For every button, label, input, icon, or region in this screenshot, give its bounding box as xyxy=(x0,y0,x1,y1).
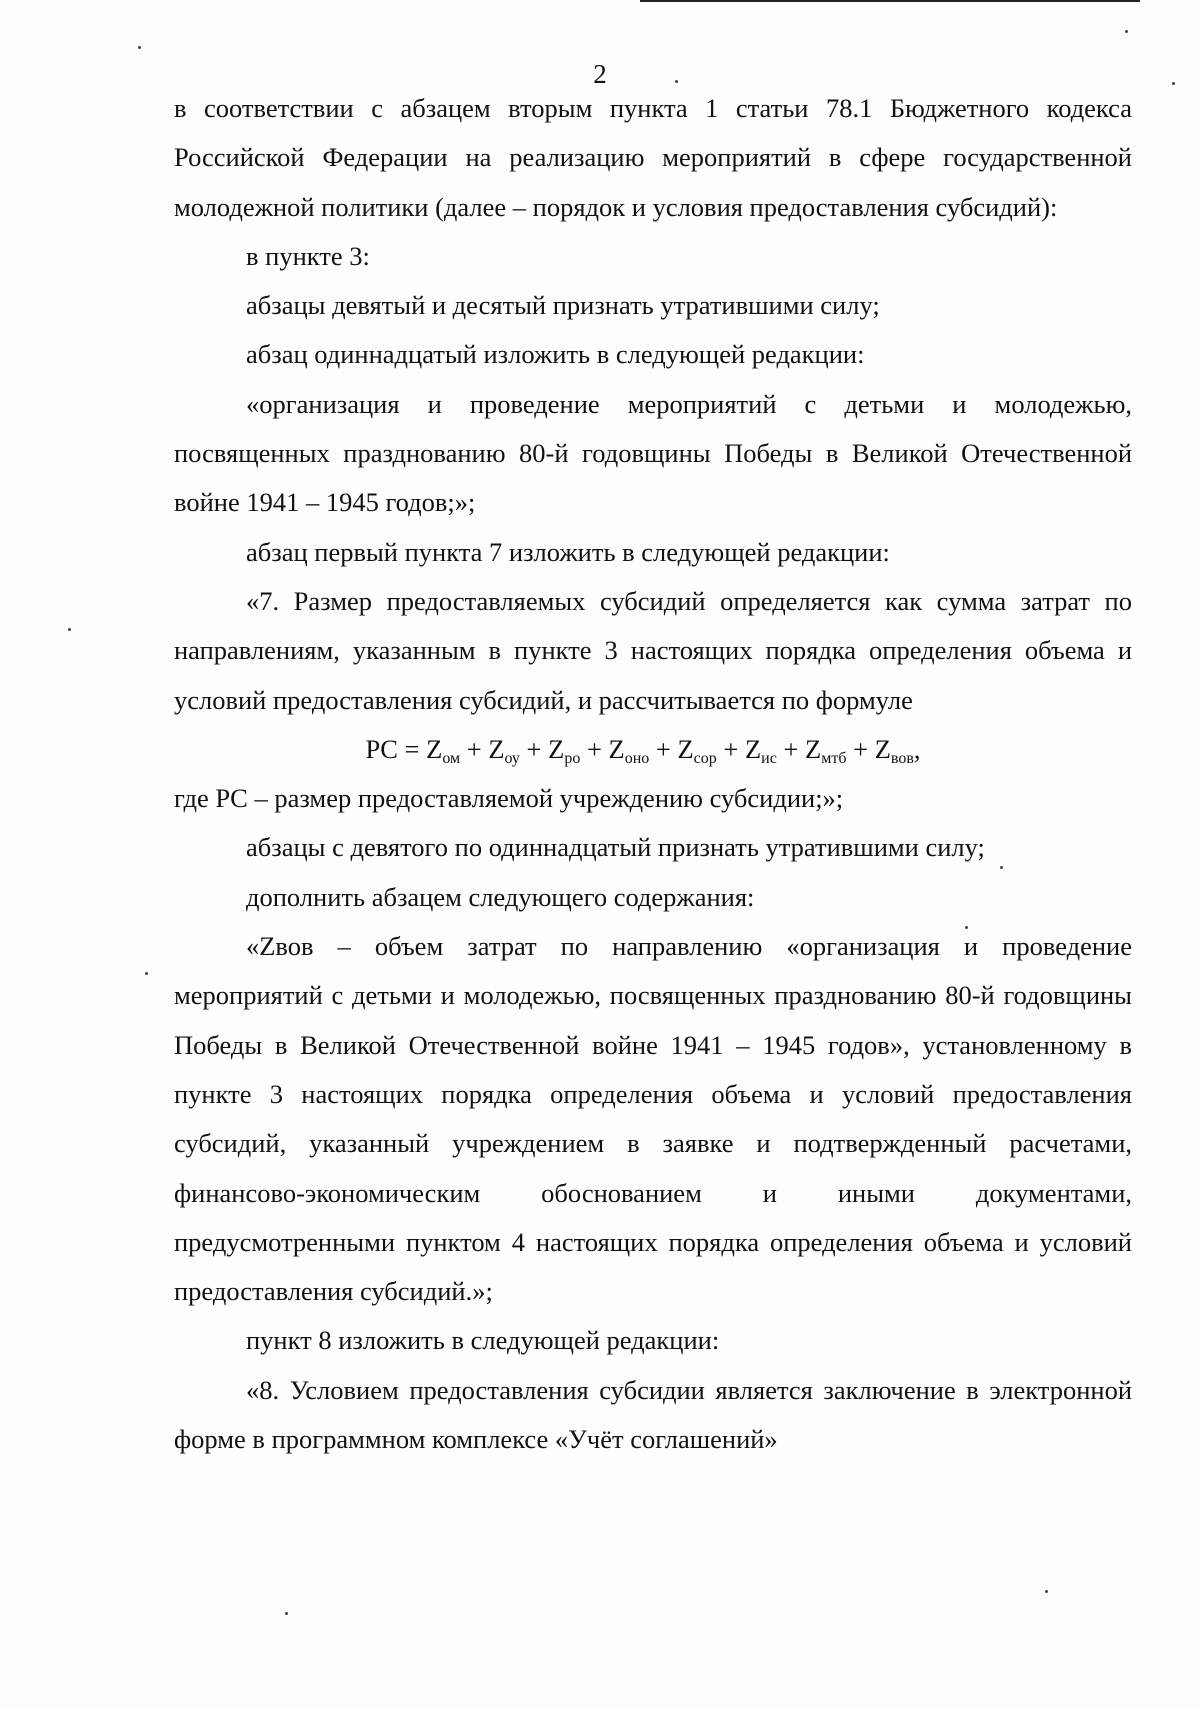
formula-term-subscript: вов xyxy=(890,749,914,767)
paragraph: пункт 8 изложить в следующей редакции: xyxy=(246,1325,720,1356)
formula-term-base: Z xyxy=(744,733,762,764)
formula-term xyxy=(744,733,777,767)
paragraph: абзац одиннадцатый изложить в следующей редакции: xyxy=(246,339,865,370)
page-number: 2 xyxy=(593,59,607,89)
scan-speck xyxy=(1125,30,1128,33)
formula-plus: + xyxy=(846,733,875,764)
paragraph: абзацы девятый и десятый признать утратившими силу; xyxy=(246,290,880,321)
formula-term xyxy=(805,733,847,767)
quoted-paragraph: «Zвов – объем затрат по направлению «организация и проведение мероприятий с детьми и молодежью, посвященных празднованию 80-й годовщины Победы в Великой Отечественной войне 1941 – 1945 годов», установленному в пункте 3 настоящих порядка определения объема и условий предоставления субсидий, указанный учреждением в заявке и подтвержденный расчетами, финансово-экономическим обоснованием и иными документами, предусмотренными пунктом 4 настоящих порядка определения объема и условий предоставления субсидий.»; xyxy=(174,931,1132,1307)
formula-term xyxy=(608,733,650,767)
formula-term-subscript: оу xyxy=(504,749,520,767)
formula-term-base: Z xyxy=(874,733,891,764)
paragraph: в пункте 3: xyxy=(246,240,370,271)
paragraph: дополнить абзацем следующего содержания: xyxy=(246,881,755,912)
formula-term-base: Z xyxy=(426,733,443,764)
formula-term-subscript: оно xyxy=(624,749,650,767)
formula-plus: + xyxy=(649,733,678,764)
formula-term-subscript: ом xyxy=(442,749,461,767)
formula-term xyxy=(874,733,914,767)
formula-plus: + xyxy=(580,733,609,764)
formula-term-subscript: мтб xyxy=(821,749,847,767)
formula-term xyxy=(548,733,581,767)
formula-plus: + xyxy=(460,733,489,764)
quoted-paragraph: «7. Размер предоставляемых субсидий определяется как сумма затрат по направлениям, указанным в пункте 3 настоящих порядка определения объема и условий предоставления субсидий, и рассчитывается по формуле xyxy=(174,585,1132,715)
formula-equals: = xyxy=(397,733,427,764)
formula-term-base: Z xyxy=(677,733,694,764)
formula-plus: + xyxy=(519,733,549,764)
formula xyxy=(174,725,1132,774)
scan-speck xyxy=(145,972,148,975)
formula-terms xyxy=(426,733,914,767)
paragraph: абзац первый пункта 7 изложить в следующей редакции: xyxy=(246,536,890,567)
formula-lhs: PC xyxy=(365,733,398,764)
quoted-paragraph: «8. Условием предоставления субсидии является заключение в электронной форме в программном комплексе «Учёт соглашений» xyxy=(174,1374,1132,1455)
quoted-paragraph: «организация и проведение мероприятий с детьми и молодежью, посвященных празднованию 80-й годовщины Победы в Великой Отечественной войне 1941 – 1945 годов;»; xyxy=(174,388,1132,518)
formula-term xyxy=(426,733,461,767)
formula-term-base: Z xyxy=(488,733,505,764)
formula-term xyxy=(488,733,520,767)
formula-term xyxy=(677,733,717,767)
document-body xyxy=(174,84,1132,1464)
paragraph: абзацы с девятого по одиннадцатый признать утратившими силу; xyxy=(246,832,985,863)
formula-plus: + xyxy=(716,733,745,764)
scan-speck xyxy=(1045,1590,1048,1593)
formula-term-subscript: сор xyxy=(693,749,717,767)
formula-term-subscript: ро xyxy=(564,749,581,767)
formula-trailing: , xyxy=(913,733,921,764)
formula-term-base: Z xyxy=(805,733,822,764)
formula-term-base: Z xyxy=(548,733,565,764)
formula-plus: + xyxy=(776,733,806,764)
formula-term-base: Z xyxy=(608,733,625,764)
formula-term-subscript: ис xyxy=(761,749,777,767)
top-border-line xyxy=(640,0,1140,2)
scan-speck xyxy=(68,628,71,631)
scan-speck xyxy=(285,1612,288,1615)
paragraph: где PC – размер предоставляемой учреждению субсидии;»; xyxy=(174,783,844,814)
scan-speck xyxy=(138,46,141,49)
paragraph: в соответствии с абзацем вторым пункта 1 статьи 78.1 Бюджетного кодекса Российской Федерации на реализацию мероприятий в сфере государственной молодежной политики (далее – порядок и условия предоставления субсидий): xyxy=(174,93,1132,222)
